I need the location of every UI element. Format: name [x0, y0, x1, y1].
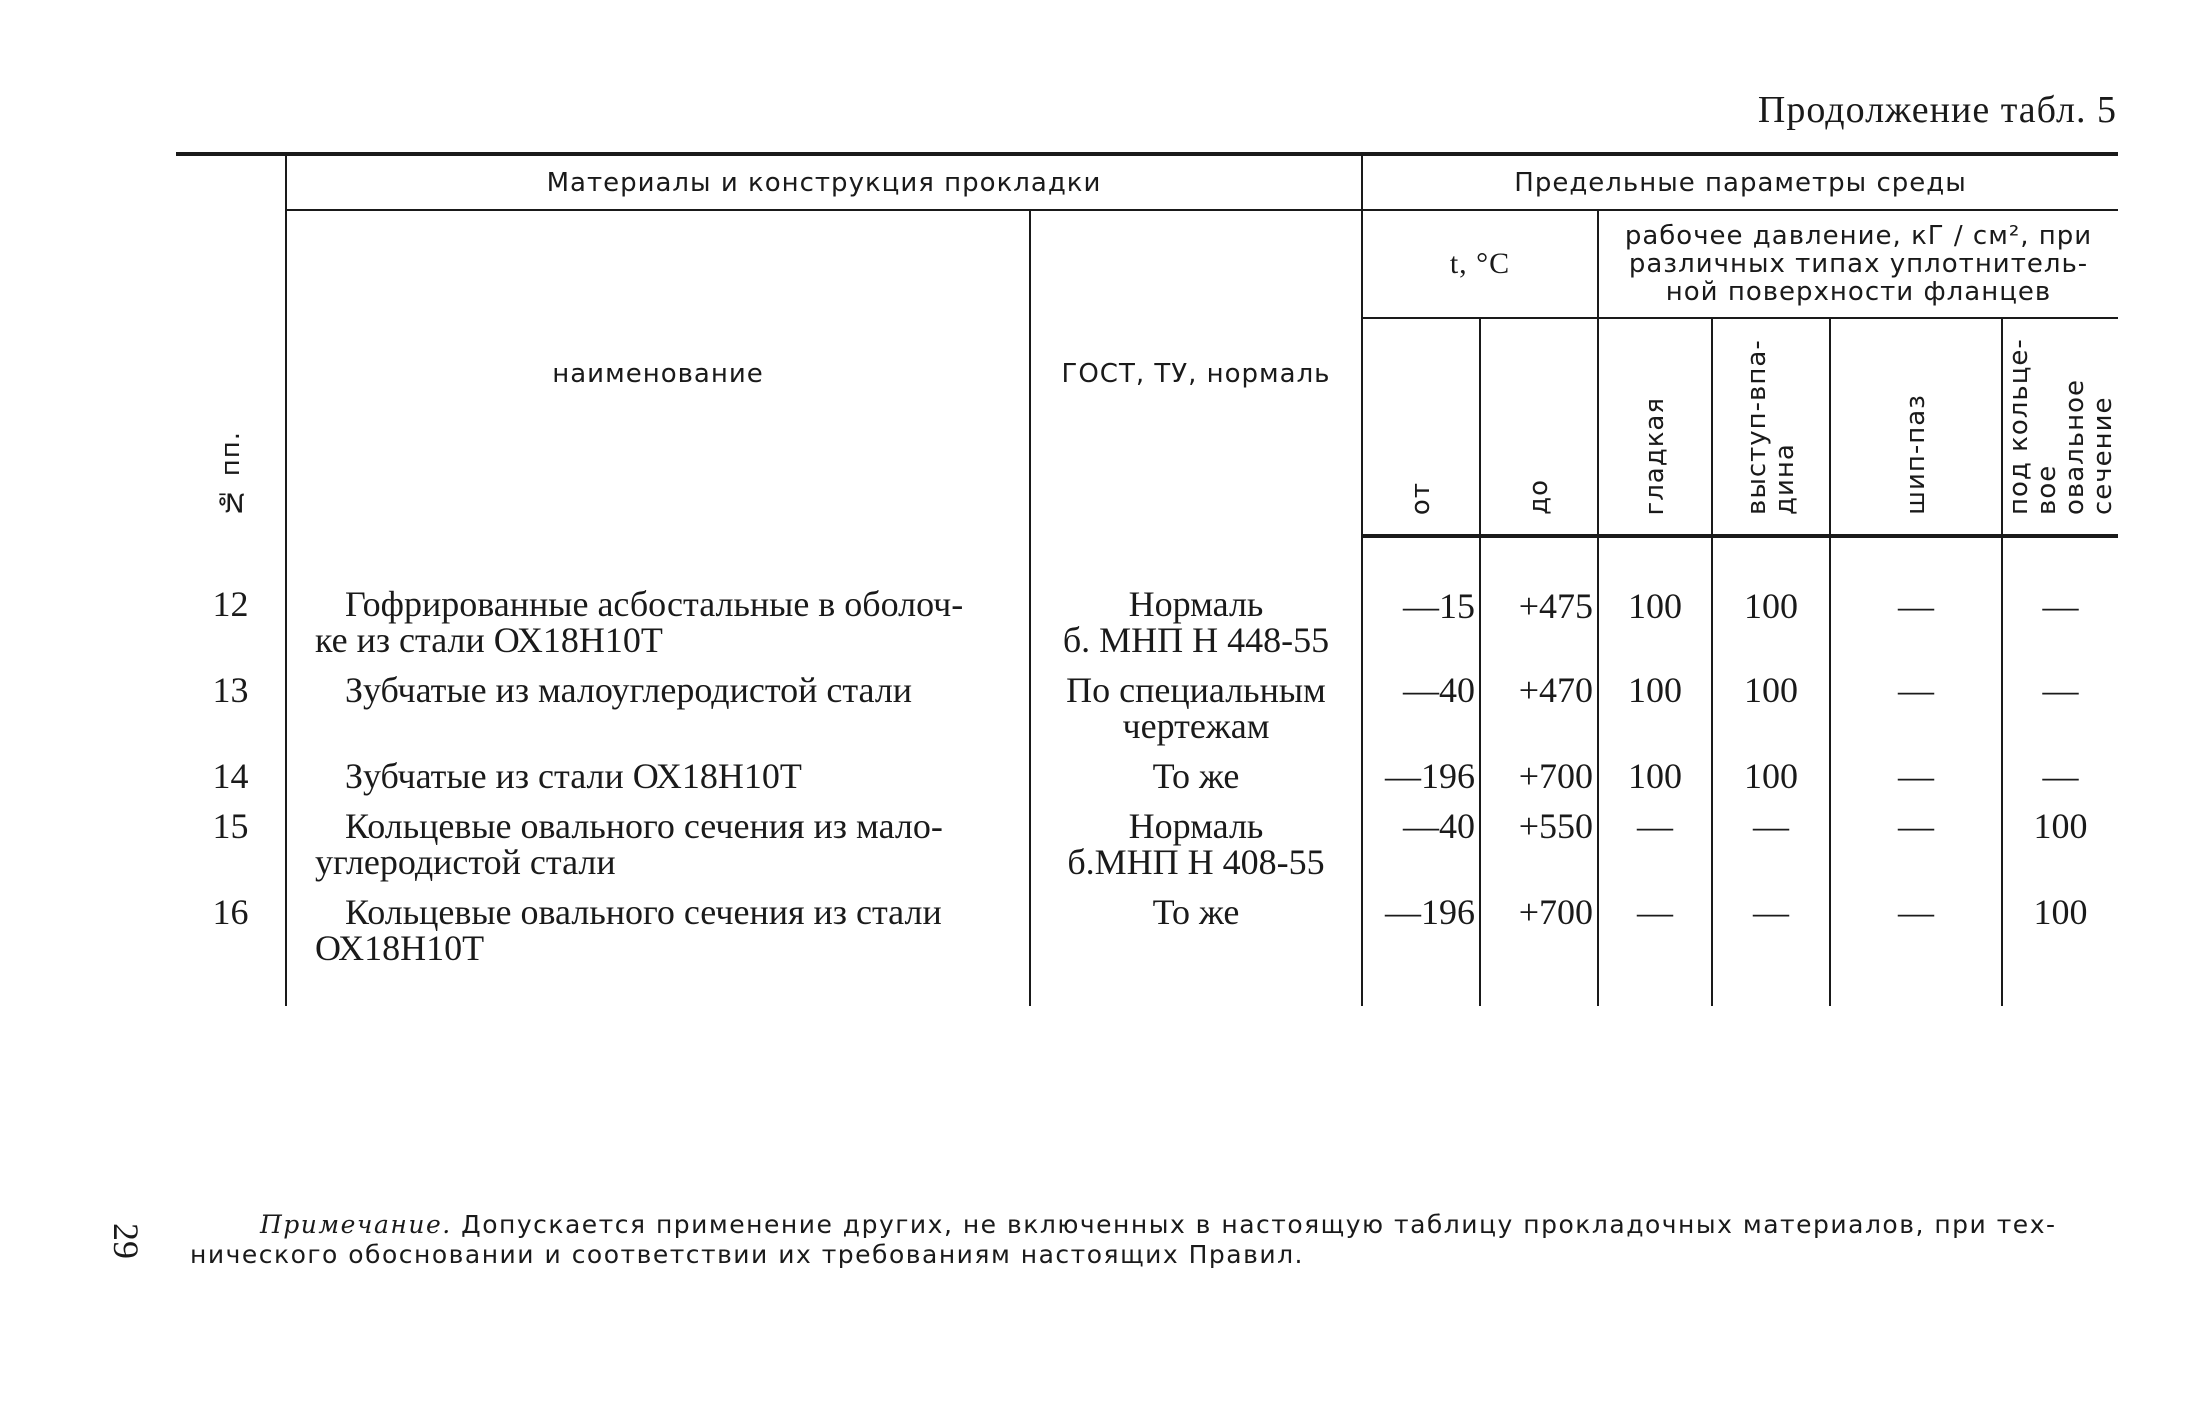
row-name: Кольцевые овального сечения из мало- углеродистой стали — [286, 794, 1030, 880]
row-temp-to: +550 — [1480, 794, 1598, 880]
row-temp-from: —15 — [1362, 536, 1480, 658]
page-number: 29 — [106, 1223, 146, 1259]
row-smooth: 100 — [1598, 744, 1712, 794]
row-tongue: — — [1712, 794, 1830, 880]
row-name: Гофрированные асбостальные в оболоч- ке из стали ОХ18Н10Т — [286, 536, 1030, 658]
row-tongue: — — [1712, 880, 1830, 1006]
row-tongue: 100 — [1712, 658, 1830, 744]
table-continuation-caption: Продолжение табл. 5 — [1757, 89, 2117, 131]
header-num — [176, 154, 286, 536]
row-smooth: 100 — [1598, 658, 1712, 744]
row-temp-from: —196 — [1362, 880, 1480, 1006]
header-temp-from: от — [1362, 318, 1480, 536]
row-temp-to: +470 — [1480, 658, 1598, 744]
header-num-label: № пп. — [215, 431, 246, 517]
row-tongue: 100 — [1712, 536, 1830, 658]
header-temp-to: до — [1480, 318, 1598, 536]
row-oval: 100 — [2002, 794, 2118, 880]
note-text: Допускается применение других, не включенных в настоящую таблицу прокладочных материалов, при тех-нического обосновании и соответствии их требованиям настоящих Правил. — [190, 1210, 2057, 1269]
row-spike: — — [1830, 794, 2002, 880]
row-name: Зубчатые из малоуглеродистой стали — [286, 658, 1030, 744]
row-smooth: 100 — [1598, 536, 1712, 658]
row-num: 12 — [212, 584, 249, 624]
row-temp-to: +700 — [1480, 744, 1598, 794]
row-tongue: 100 — [1712, 744, 1830, 794]
header-spike-groove: шип-паз — [1830, 318, 2002, 536]
row-gost: То же — [1030, 744, 1362, 794]
row-name: Кольцевые овального сечения из стали ОХ18Н10Т — [286, 880, 1030, 1006]
header-oval-section: под кольце-вое овальное сечение — [2002, 318, 2118, 536]
table-row — [176, 880, 2118, 1006]
row-spike: — — [1830, 744, 2002, 794]
note-label: Примечание. — [260, 1210, 452, 1239]
header-materials-group: Материалы и конструкция прокладки — [286, 154, 1362, 210]
table-row — [176, 658, 2118, 744]
row-temp-to: +475 — [1480, 536, 1598, 658]
row-temp-from: —196 — [1362, 744, 1480, 794]
row-temp-from: —40 — [1362, 658, 1480, 744]
table-note — [190, 1210, 2120, 1270]
header-pressure: рабочее давление, кГ / см², при различных типах уплотнитель-ной поверхности фланцев — [1598, 210, 2118, 318]
row-oval: — — [2002, 536, 2118, 658]
header-smooth: гладкая — [1598, 318, 1712, 536]
row-gost: Нормаль б. МНП Н 448-55 — [1030, 536, 1362, 658]
row-temp-to: +700 — [1480, 880, 1598, 1006]
row-oval: — — [2002, 744, 2118, 794]
table-row — [176, 794, 2118, 880]
row-spike: — — [1830, 658, 2002, 744]
gasket-materials-table — [176, 152, 2118, 1006]
header-name: наименование — [286, 210, 1030, 536]
row-gost: Нормаль б.МНП Н 408-55 — [1030, 794, 1362, 880]
table-row — [176, 536, 2118, 658]
header-gost: ГОСТ, ТУ, нормаль — [1030, 210, 1362, 536]
table-row — [176, 744, 2118, 794]
header-limits-group: Предельные параметры среды — [1362, 154, 2118, 210]
row-spike: — — [1830, 880, 2002, 1006]
row-oval: — — [2002, 658, 2118, 744]
row-num: 14 — [212, 756, 249, 796]
row-name: Зубчатые из стали ОХ18Н10Т — [286, 744, 1030, 794]
row-temp-from: —40 — [1362, 794, 1480, 880]
row-gost: То же — [1030, 880, 1362, 1006]
row-num: 15 — [212, 806, 249, 846]
header-temperature: t, °C — [1362, 210, 1598, 318]
row-gost: По специальным чертежам — [1030, 658, 1362, 744]
row-num: 16 — [212, 892, 249, 932]
row-num: 13 — [212, 670, 249, 710]
row-smooth: — — [1598, 880, 1712, 1006]
row-spike: — — [1830, 536, 2002, 658]
row-smooth: — — [1598, 794, 1712, 880]
row-oval: 100 — [2002, 880, 2118, 1006]
header-tongue-groove: выступ-впа-дина — [1712, 318, 1830, 536]
